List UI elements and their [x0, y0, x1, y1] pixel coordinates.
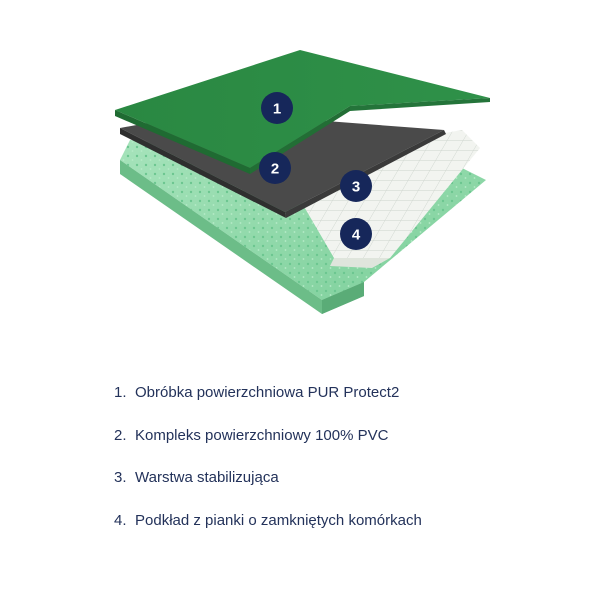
- legend-text: Obróbka powierzchniowa PUR Protect2: [135, 384, 400, 401]
- legend-number: 2.: [114, 426, 127, 444]
- legend-number: 1.: [114, 384, 127, 401]
- badge-2: [259, 152, 291, 184]
- svg-text:2: 2: [270, 160, 280, 178]
- badge-3: [340, 170, 372, 202]
- legend-item-1: [114, 384, 422, 404]
- legend-text: Kompleks powierzchniowy 100% PVC: [135, 426, 389, 444]
- legend-text: Podkład z pianki o zamkniętych komórkach: [135, 511, 422, 529]
- layer-legend: [114, 384, 422, 554]
- legend-number: 3.: [114, 469, 127, 486]
- svg-text:1: 1: [272, 100, 282, 118]
- svg-text:4: 4: [351, 226, 361, 244]
- badge-4: [340, 218, 372, 250]
- legend-item-4: [114, 512, 422, 532]
- legend-item-2: [114, 427, 422, 447]
- badge-1: [261, 92, 293, 124]
- legend-text: Warstwa stabilizująca: [135, 469, 279, 486]
- legend-number: 4.: [114, 511, 127, 529]
- legend-item-3: [114, 469, 422, 489]
- svg-text:3: 3: [351, 178, 361, 196]
